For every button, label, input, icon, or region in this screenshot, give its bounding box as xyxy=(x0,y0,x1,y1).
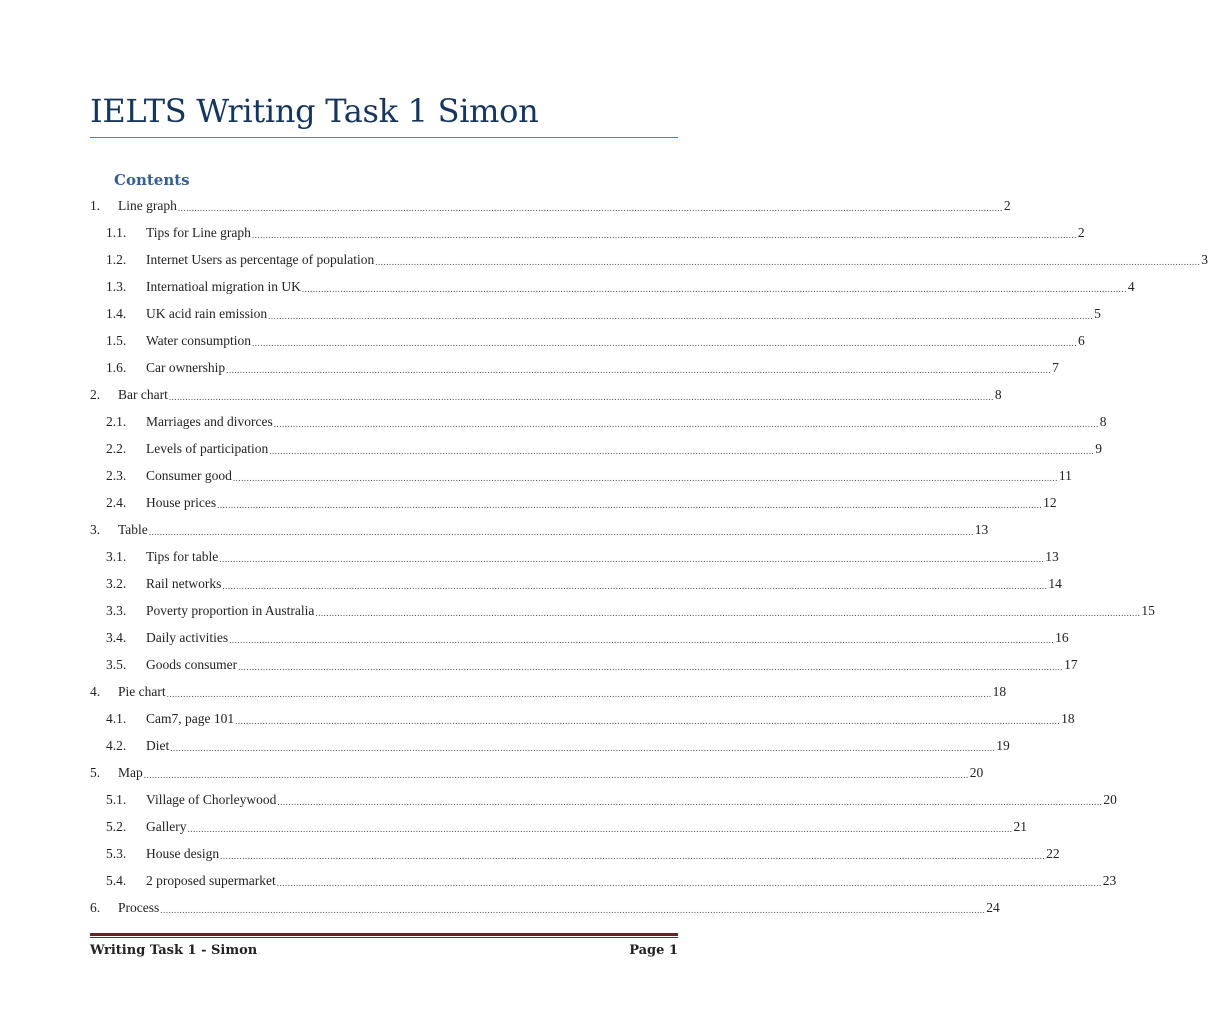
toc-entry-page: 9 xyxy=(1095,440,1102,456)
toc-entry-number: 5.3. xyxy=(106,845,127,861)
toc-entry-page: 21 xyxy=(1013,818,1027,834)
document-title: IELTS Writing Task 1 Simon xyxy=(90,92,539,130)
toc-entry-number: 1.4. xyxy=(106,305,127,321)
toc-entry[interactable] xyxy=(90,759,984,786)
toc-entry-label[interactable]: UK acid rain emission xyxy=(146,305,268,321)
toc-entry-page: 18 xyxy=(992,683,1007,699)
toc-entry-number: 5.2. xyxy=(106,818,127,834)
toc-entry-label[interactable]: House prices xyxy=(146,494,217,510)
toc-entry[interactable] xyxy=(106,705,1075,732)
toc-entry[interactable] xyxy=(106,651,1078,678)
toc-entry-label[interactable]: Diet xyxy=(146,737,170,753)
toc-entry-label[interactable]: Process xyxy=(118,899,160,915)
toc-dot-leader: ............................................................................................................................................................................................................................................................................................................ xyxy=(220,851,1046,861)
toc-entry[interactable] xyxy=(90,678,1007,705)
toc-entry-page: 23 xyxy=(1102,872,1117,888)
toc-entry-number: 3.4. xyxy=(106,629,127,645)
toc-dot-leader: ............................................................................................................................................................................................................................................................................................................ xyxy=(238,662,1064,672)
toc-entry[interactable] xyxy=(90,894,1000,921)
toc-dot-leader: ............................................................................................................................................................................................................................................................................................................ xyxy=(277,797,1103,807)
toc-entry[interactable] xyxy=(106,732,1010,759)
toc-entry[interactable] xyxy=(106,543,1059,570)
toc-entry-page: 12 xyxy=(1043,494,1057,510)
toc-entry-number: 5.4. xyxy=(106,872,127,888)
toc-entry-number: 5.1. xyxy=(106,791,127,807)
toc-dot-leader: ............................................................................................................................................................................................................................................................................................................ xyxy=(143,770,969,780)
toc-entry-label[interactable]: Daily activities xyxy=(146,629,229,645)
toc-dot-leader: ............................................................................................................................................................................................................................................................................................................ xyxy=(251,230,1077,240)
toc-entry-page: 5 xyxy=(1094,305,1101,321)
toc-dot-leader: ............................................................................................................................................................................................................................................................................................................ xyxy=(276,878,1102,888)
toc-entry-number: 6. xyxy=(90,899,101,915)
toc-entry-number: 5. xyxy=(90,764,101,780)
toc-dot-leader: ............................................................................................................................................................................................................................................................................................................ xyxy=(301,284,1127,294)
toc-entry-page: 22 xyxy=(1046,845,1060,861)
toc-entry-page: 2 xyxy=(1077,224,1085,240)
toc-dot-leader: ............................................................................................................................................................................................................................................................................................................ xyxy=(269,446,1095,456)
toc-dot-leader: ............................................................................................................................................................................................................................................................................................................ xyxy=(235,716,1061,726)
toc-entry[interactable] xyxy=(106,570,1062,597)
toc-entry-label[interactable]: Car ownership xyxy=(146,359,226,375)
toc-entry-page: 11 xyxy=(1058,467,1072,483)
title-underline xyxy=(90,137,678,138)
toc-entry-page: 20 xyxy=(1103,791,1117,807)
toc-entry-number: 1.2. xyxy=(106,251,127,267)
toc-entry-label[interactable]: Map xyxy=(118,764,143,780)
toc-entry[interactable] xyxy=(106,462,1072,489)
page-number: Page 1 xyxy=(629,943,678,958)
toc-entry-label[interactable]: Pie chart xyxy=(118,683,166,699)
toc-entry-label[interactable]: Water consumption xyxy=(146,332,252,348)
contents-heading: Contents xyxy=(114,171,190,189)
toc-dot-leader: ............................................................................................................................................................................................................................................................................................................ xyxy=(177,203,1003,213)
toc-entry-page: 13 xyxy=(974,521,989,537)
toc-entry-page: 14 xyxy=(1048,575,1062,591)
toc-entry-number: 4.1. xyxy=(106,710,127,726)
toc-entry-label[interactable]: Table xyxy=(118,521,148,537)
toc-entry-label[interactable]: Rail networks xyxy=(146,575,222,591)
toc-dot-leader: ............................................................................................................................................................................................................................................................................................................ xyxy=(187,824,1013,834)
toc-entry-number: 2.1. xyxy=(106,413,127,429)
toc-dot-leader: ............................................................................................................................................................................................................................................................................................................ xyxy=(252,338,1078,348)
toc-entry-label[interactable]: Levels of participation xyxy=(146,440,269,456)
toc-entry[interactable] xyxy=(106,867,1117,894)
toc-entry[interactable] xyxy=(106,273,1135,300)
toc-entry-label[interactable]: Tips for table xyxy=(146,548,219,564)
toc-entry-number: 3.2. xyxy=(106,575,127,591)
toc-entry-number: 2.3. xyxy=(106,467,127,483)
toc-entry-label[interactable]: Consumer good xyxy=(146,467,232,483)
toc-entry[interactable] xyxy=(106,246,1208,273)
toc-dot-leader: ............................................................................................................................................................................................................................................................................................................ xyxy=(229,635,1055,645)
toc-entry[interactable] xyxy=(106,408,1107,435)
toc-entry[interactable] xyxy=(106,597,1155,624)
toc-entry[interactable] xyxy=(106,435,1102,462)
toc-entry-number: 1.5. xyxy=(106,332,127,348)
toc-dot-leader: ............................................................................................................................................................................................................................................................................................................ xyxy=(273,419,1099,429)
toc-entry-number: 3.1. xyxy=(106,548,127,564)
toc-entry-number: 2. xyxy=(90,386,101,402)
toc-entry-label[interactable]: Line graph xyxy=(118,197,177,213)
toc-dot-leader: ............................................................................................................................................................................................................................................................................................................ xyxy=(219,554,1045,564)
toc-entry-label[interactable]: 2 proposed supermarket xyxy=(146,872,276,888)
toc-entry-page: 4 xyxy=(1127,278,1135,294)
toc-entry-label[interactable]: Internatioal migration in UK xyxy=(146,278,301,294)
toc-entry-label[interactable]: Village of Chorleywood xyxy=(146,791,277,807)
toc-entry-label[interactable]: Internet Users as percentage of population xyxy=(146,251,375,267)
toc-entry-page: 20 xyxy=(969,764,984,780)
toc-entry-page: 6 xyxy=(1078,332,1085,348)
toc-dot-leader: ............................................................................................................................................................................................................................................................................................................ xyxy=(160,905,986,915)
toc-entry[interactable] xyxy=(106,354,1059,381)
toc-entry-page: 16 xyxy=(1055,629,1069,645)
toc-entry[interactable] xyxy=(106,300,1101,327)
toc-entry-page: 3 xyxy=(1201,251,1208,267)
toc-entry[interactable] xyxy=(90,516,989,543)
toc-entry-number: 1.6. xyxy=(106,359,127,375)
toc-entry-page: 19 xyxy=(996,737,1010,753)
toc-entry[interactable] xyxy=(106,624,1069,651)
toc-dot-leader: ............................................................................................................................................................................................................................................................................................................ xyxy=(315,608,1141,618)
toc-entry[interactable] xyxy=(106,219,1085,246)
toc-dot-leader: ............................................................................................................................................................................................................................................................................................................ xyxy=(166,689,992,699)
toc-entry[interactable] xyxy=(90,192,1011,219)
toc-dot-leader: ............................................................................................................................................................................................................................................................................................................ xyxy=(268,311,1094,321)
footer-title: Writing Task 1 - Simon xyxy=(90,943,258,958)
toc-entry-page: 24 xyxy=(986,899,1000,915)
toc-entry-number: 4.2. xyxy=(106,737,127,753)
toc-entry-label[interactable]: Bar chart xyxy=(118,386,168,402)
toc-entry[interactable] xyxy=(106,840,1060,867)
toc-entry-number: 1.1. xyxy=(106,224,127,240)
toc-dot-leader: ............................................................................................................................................................................................................................................................................................................ xyxy=(222,581,1048,591)
footer-rule-thin xyxy=(90,937,678,938)
toc-entry-label[interactable]: Goods consumer xyxy=(146,656,238,672)
toc-entry-label[interactable]: House design xyxy=(146,845,220,861)
toc-entry-page: 8 xyxy=(994,386,1002,402)
toc-entry-label[interactable]: Gallery xyxy=(146,818,187,834)
footer-rule-thick xyxy=(90,933,678,936)
toc-entry-label[interactable]: Cam7, page 101 xyxy=(146,710,235,726)
toc-entry-page: 13 xyxy=(1045,548,1059,564)
toc-dot-leader: ............................................................................................................................................................................................................................................................................................................ xyxy=(217,500,1043,510)
toc-dot-leader: ............................................................................................................................................................................................................................................................................................................ xyxy=(170,743,996,753)
toc-entry[interactable] xyxy=(106,786,1117,813)
toc-dot-leader: ............................................................................................................................................................................................................................................................................................................ xyxy=(226,365,1052,375)
toc-entry-page: 8 xyxy=(1099,413,1107,429)
toc-entry-page: 15 xyxy=(1141,602,1155,618)
toc-entry-page: 17 xyxy=(1064,656,1078,672)
toc-dot-leader: ............................................................................................................................................................................................................................................................................................................ xyxy=(375,257,1201,267)
toc-entry[interactable] xyxy=(90,381,1002,408)
toc-entry-label[interactable]: Tips for Line graph xyxy=(146,224,251,240)
toc-entry-label[interactable]: Poverty proportion in Australia xyxy=(146,602,315,618)
toc-entry-number: 1.3. xyxy=(106,278,127,294)
toc-entry-number: 3.3. xyxy=(106,602,127,618)
toc-entry[interactable] xyxy=(106,489,1057,516)
toc-entry-number: 3.5. xyxy=(106,656,127,672)
toc-entry-page: 7 xyxy=(1052,359,1059,375)
toc-entry-number: 2.4. xyxy=(106,494,127,510)
toc-entry-page: 2 xyxy=(1003,197,1011,213)
toc-entry[interactable] xyxy=(106,813,1027,840)
toc-entry[interactable] xyxy=(106,327,1085,354)
toc-entry-number: 2.2. xyxy=(106,440,127,456)
toc-entry-number: 3. xyxy=(90,521,101,537)
toc-entry-number: 1. xyxy=(90,197,101,213)
toc-entry-page: 18 xyxy=(1061,710,1075,726)
toc-entry-label[interactable]: Marriages and divorces xyxy=(146,413,273,429)
toc-dot-leader: ............................................................................................................................................................................................................................................................................................................ xyxy=(148,527,974,537)
toc-dot-leader: ............................................................................................................................................................................................................................................................................................................ xyxy=(168,392,994,402)
toc-dot-leader: ............................................................................................................................................................................................................................................................................................................ xyxy=(232,473,1058,483)
toc-entry-number: 4. xyxy=(90,683,101,699)
